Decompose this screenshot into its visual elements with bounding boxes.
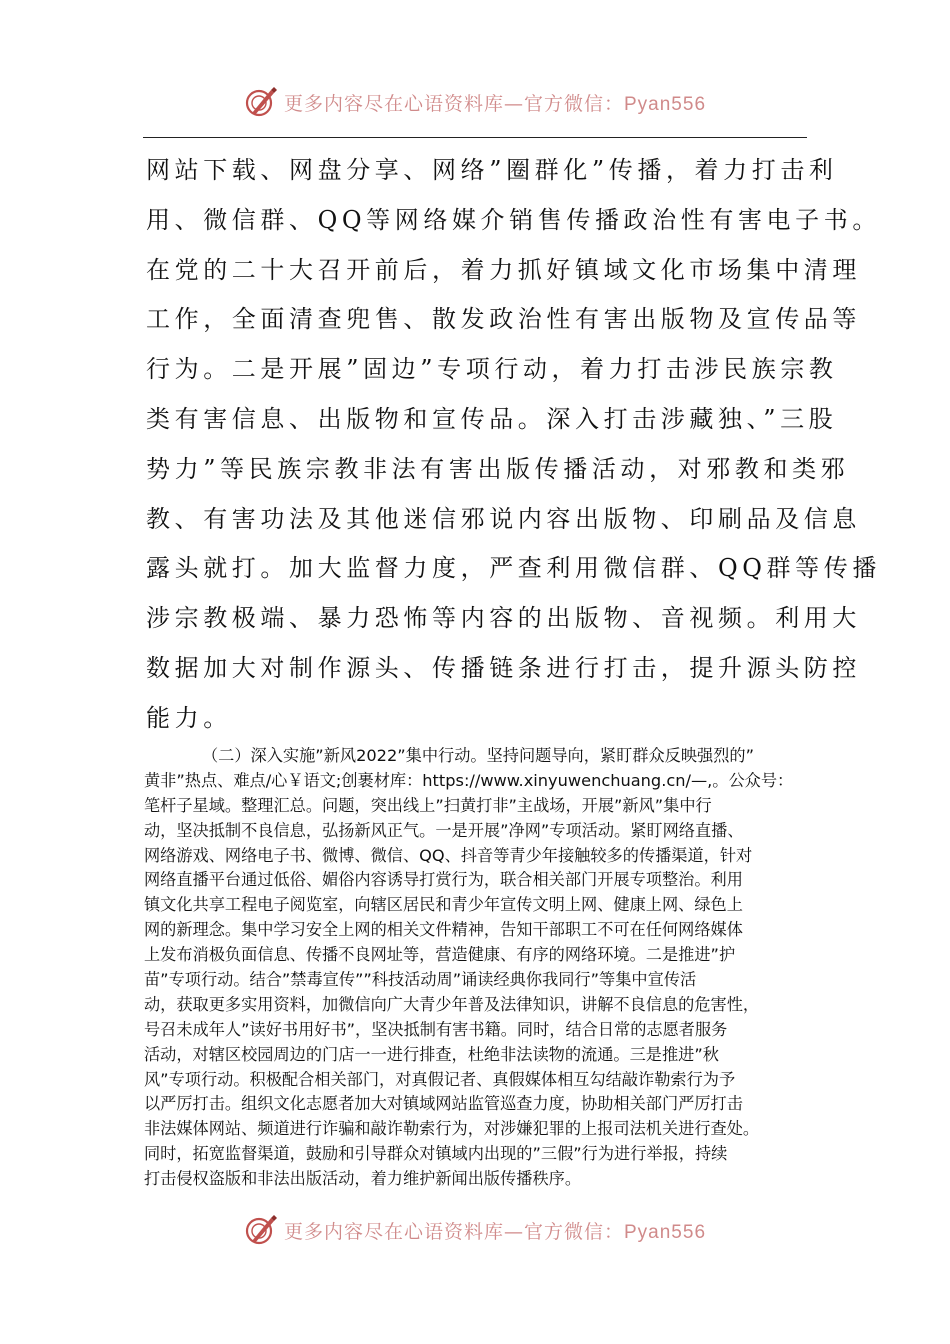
text-line: 号召未成年人”读好书用好书”，坚决抵制有害书籍。同时，结合日常的志愿者服务 [144, 1019, 728, 1039]
text-line: 笔杆子星域。整理汇总。问题，突出线上”扫黄打非”主战场，开展”新风”集中行 [144, 795, 712, 815]
text-line: 活动，对辖区校园周边的门店一一进行排查，杜绝非法读物的流通。三是推进”秋 [144, 1044, 719, 1064]
text-line: 势力”等民族宗教非法有害出版传播活动，对邪教和类邪 [146, 454, 850, 483]
text-line: 网的新理念。集中学习安全上网的相关文件精神，告知干部职工不可在任何网络媒体 [144, 920, 743, 940]
text-line: 用、微信群、QQ等网络媒介销售传播政治性有害电子书。 [146, 205, 881, 234]
pen-logo-icon [244, 85, 278, 119]
text-line: 上发布消极负面信息、传播不良网址等，营造健康、有序的网络环境。二是推进”护 [144, 945, 736, 965]
text-line: 能力。 [146, 703, 232, 732]
text-line: 动，获取更多实用资料，加微信向广大青少年普及法律知识，讲解不良信息的危害性， [144, 994, 760, 1014]
text-line: 类有害信息、出版物和宣传品。深入打击涉藏独、”三股 [146, 404, 838, 433]
text-line: 镇文化共享工程电子阅览室，向辖区居民和青少年宣传文明上网、健康上网、绿色上 [144, 895, 743, 915]
text-line: 风”专项行动。积极配合相关部门，对真假记者、真假媒体相互勾结敲诈勒索行为予 [144, 1069, 736, 1089]
text-line: 黄非”热点、难点/心￥语文;创裹材库：https://www.xinyuwenchuang.cn/—,。公众号： [144, 770, 794, 790]
large-text-paragraph [146, 146, 881, 744]
footer-wechat-id: Pyan556 [624, 1221, 707, 1243]
text-line: 动，坚决抵制不良信息，弘扬新风正气。一是开展”净网”专项活动。紧盯网络直播、 [144, 820, 744, 840]
text-line: 教、有害功法及其他迷信邪说内容出版物、印刷品及信息 [146, 504, 861, 533]
footer-banner-text: 更多内容尽在心语资料库—官方微信：Pyan556 [283, 1220, 707, 1243]
text-line: 在党的二十大召开前后，着力抓好镇域文化市场集中清理 [146, 255, 861, 284]
footer-banner [0, 1210, 950, 1250]
text-line: 同时，拓宽监督渠道，鼓励和引导群众对镇域内出现的”三假”行为进行举报，持续 [144, 1144, 728, 1164]
text-line: 打击侵权盗版和非法出版活动，着力维护新闻出版传播秩序。 [144, 1169, 582, 1189]
text-line: 网络直播平台通过低俗、媚俗内容诱导打赏行为，联合相关部门开展专项整治。利用 [144, 870, 743, 890]
text-line: 网站下载、网盘分享、网络”圈群化”传播，着力打击利 [146, 156, 838, 184]
text-line: 以严厉打击。组织文化志愿者加大对镇域网站监管巡查力度，协助相关部门严厉打击 [144, 1094, 743, 1114]
text-line: 露头就打。加大监督力度，严查利用微信群、QQ群等传播 [146, 554, 881, 583]
small-text-paragraph [144, 744, 814, 1192]
text-line: 工作，全面清查兜售、散发政治性有害出版物及宣传品等 [146, 305, 861, 334]
text-line: 非法媒体网站、频道进行诈骗和敲诈勒索行为，对涉嫌犯罪的上报司法机关进行查处。 [144, 1119, 760, 1139]
text-line: 网络游戏、网络电子书、微博、微信、QQ、抖音等青少年接触较多的传播渠道，针对 [144, 845, 753, 865]
text-line: 苗”专项行动。结合”禁毒宣传””科技活动周”诵读经典你我同行”等集中宣传活 [144, 970, 697, 990]
text-line: 数据加大对制作源头、传播链条进行打击，提升源头防控 [146, 653, 861, 682]
header-banner-text: 更多内容尽在心语资料库—官方微信：Pyan556 [283, 92, 707, 115]
text-line: （二）深入实施”新风2022”集中行动。坚持问题导向，紧盯群众反映强烈的” [202, 746, 754, 765]
pen-logo-icon [244, 1213, 278, 1247]
text-line: 涉宗教极端、暴力恐怖等内容的出版物、音视频。利用大 [146, 604, 861, 633]
header-wechat-id: Pyan556 [624, 93, 707, 115]
text-line: 行为。二是开展”固边”专项行动，着力打击涉民族宗教 [146, 355, 838, 384]
header-banner [0, 82, 950, 122]
header-divider [143, 137, 807, 138]
